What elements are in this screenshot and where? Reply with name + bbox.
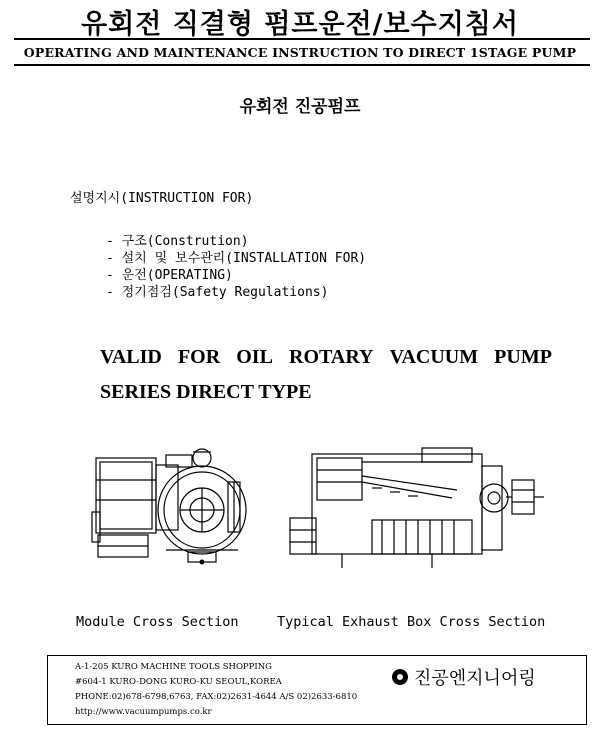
page-title-english: OPERATING AND MAINTENANCE INSTRUCTION TO DIRECT 1STAGE PUMP (23, 45, 577, 60)
page-title-korean: 유회전 직결형 펌프운전/보수지침서 (81, 9, 519, 40)
footer-phone: PHONE:02)678-6798,6763, FAX:02)2631-4644 A/S 02)2633-6810 (75, 692, 358, 702)
instruction-list (106, 233, 366, 301)
valid-word: PUMP (494, 346, 552, 368)
valid-word: OIL (236, 346, 273, 368)
valid-word: FOR (177, 346, 221, 368)
list-item: - 구조(Constrution) (106, 233, 366, 250)
list-item: - 설치 및 보수관리(INSTALLATION FOR) (106, 250, 366, 267)
company-name: 진공엔지니어링 (414, 668, 536, 689)
instruction-heading: 설명지시(INSTRUCTION FOR) (70, 191, 254, 206)
valid-heading (100, 346, 552, 369)
exhaust-box-cross-section-drawing (282, 440, 552, 580)
valid-heading-line2: SERIES DIRECT TYPE (100, 381, 312, 403)
figure-caption-right: Typical Exhaust Box Cross Section (277, 614, 546, 630)
valid-word: VALID (100, 346, 162, 368)
valid-word: VACUUM (389, 346, 479, 368)
title-rule-top (14, 38, 590, 40)
footer-contact (75, 660, 357, 720)
list-item: - 정기점검(Safety Regulations) (106, 284, 366, 301)
footer-address-line2: #604-1 KURO-DONG KURO-KU SEOUL,KOREA (75, 677, 282, 687)
list-item: - 운전(OPERATING) (106, 267, 366, 284)
circle-logo-icon (392, 669, 408, 685)
company-brand (392, 664, 536, 690)
footer-address-line1: A-1-205 KURO MACHINE TOOLS SHOPPING (75, 662, 272, 672)
page-subtitle: 유회전 진공펌프 (239, 97, 361, 117)
figure-caption-left: Module Cross Section (76, 614, 239, 630)
module-cross-section-drawing (88, 440, 258, 580)
valid-word: ROTARY (289, 346, 374, 368)
footer-website[interactable]: http://www.vacuumpumps.co.kr (75, 707, 212, 717)
title-rule-bottom (14, 64, 590, 66)
